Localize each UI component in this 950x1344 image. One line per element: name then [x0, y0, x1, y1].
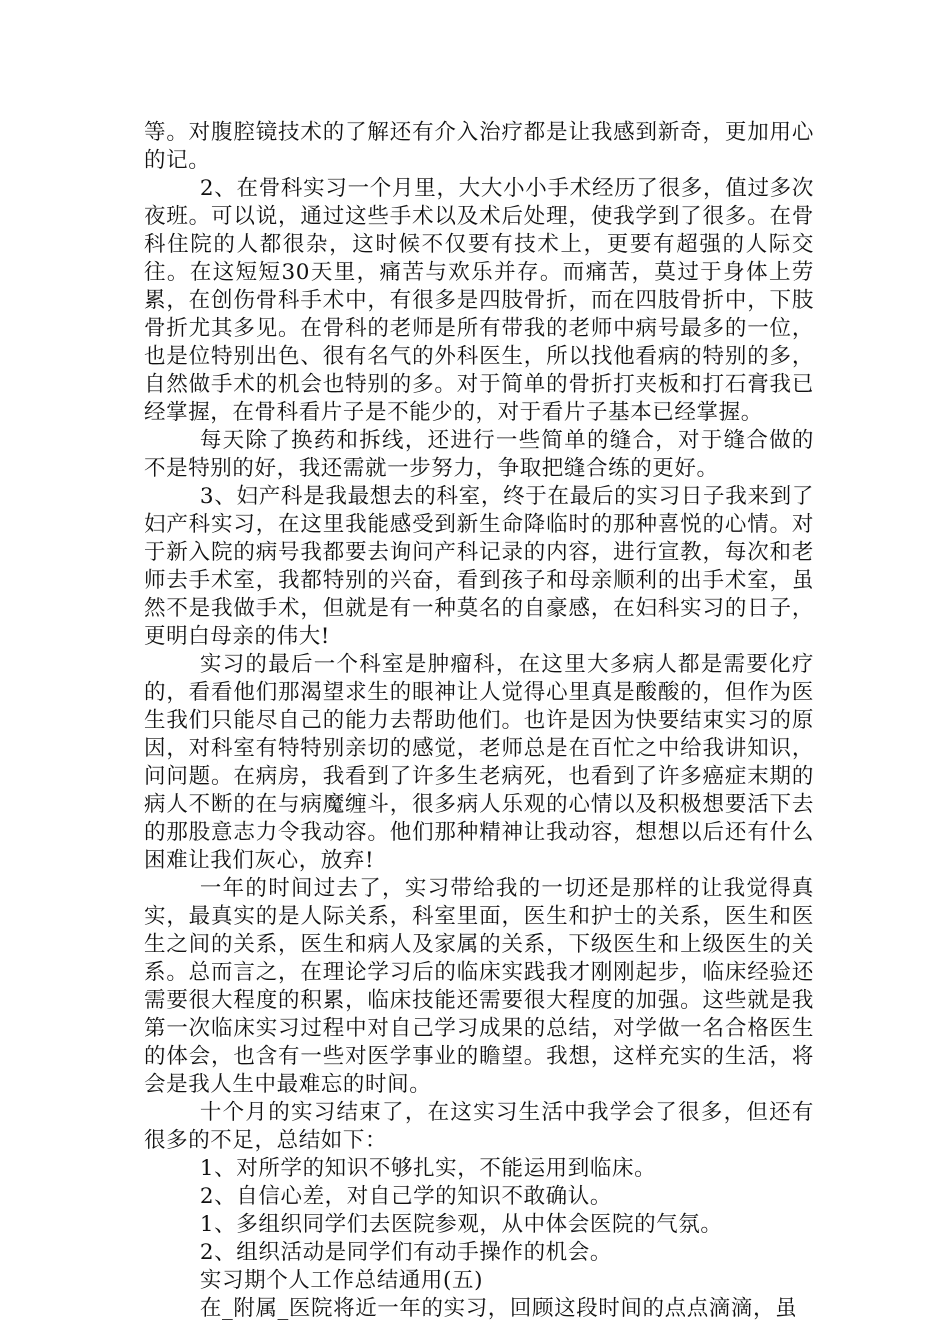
- list-item-2: 2、自信心差，对自己学的知识不敢确认。: [199, 1184, 612, 1209]
- paragraph-3: 每天除了换药和拆线，还进行一些简单的缝合，对于缝合做的不是特别的好，我还需就一步努力，争取把缝合练的更好。: [144, 428, 814, 481]
- list-item-3: 1、多组织同学们去医院参观，从中体会医院的气氛。: [199, 1212, 723, 1237]
- list-item-1: 1、对所学的知识不够扎实，不能运用到临床。: [199, 1156, 657, 1181]
- paragraph-2: 2、在骨科实习一个月里，大大小小手术经历了很多，值过多次夜班。可以说，通过这些手术以及术后处理，使我学到了很多。在骨科住院的人都很杂，这时候不仅要有技术上，更要有超强的人际交往。在这短短30天里，痛苦与欢乐并存。而痛苦，莫过于身体上劳累，在创伤骨科手术中，有很多是四肢骨折，而在四肢骨折中，下肢骨折尤其多见。在骨科的老师是所有带我的老师中病号最多的一位，也是位特别出色、很有名气的外科医生，所以找他看病的特别的多，自然做手术的机会也特别的多。对于简单的骨折打夹板和打石膏我已经掌握，在骨科看片子是不能少的，对于看片子基本已经掌握。: [144, 176, 814, 425]
- paragraph-4: 3、妇产科是我最想去的科室，终于在最后的实习日子我来到了妇产科实习，在这里我能感受到新生命降临时的那种喜悦的心情。对于新入院的病号我都要去询问产科记录的内容，进行宣教，每次和老师去手术室，我都特别的兴奋，看到孩子和母亲顺利的出手术室，虽然不是我做手术，但就是有一种莫名的自豪感，在妇科实习的日子，更明白母亲的伟大!: [144, 484, 814, 649]
- paragraph-1: 等。对腹腔镜技术的了解还有介入治疗都是让我感到新奇，更加用心的记。: [144, 120, 814, 173]
- section-heading: 实习期个人工作总结通用(五): [199, 1268, 484, 1293]
- paragraph-6: 一年的时间过去了，实习带给我的一切还是那样的让我觉得真实，最真实的是人际关系，科室里面，医生和护士的关系，医生和医生之间的关系，医生和病人及家属的关系，下级医生和上级医生的关系。总而言之，在理论学习后的临床实践我才刚刚起步，临床经验还需要很大程度的积累，临床技能还需要很大程度的加强。这些就是我第一次临床实习过程中对自己学习成果的总结，对学做一名合格医生的体会，也含有一些对医学事业的瞻望。我想，这样充实的生活，将会是我人生中最难忘的时间。: [144, 876, 814, 1097]
- paragraph-final: 在_附属_医院将近一年的实习，回顾这段时间的点点滴滴，虽: [199, 1296, 798, 1321]
- document-body: [144, 119, 814, 1323]
- paragraph-7: 十个月的实习结束了，在这实习生活中我学会了很多，但还有很多的不足，总结如下：: [144, 1100, 814, 1153]
- paragraph-5: 实习的最后一个科室是肿瘤科，在这里大多病人都是需要化疗的，看看他们那渴望求生的眼神让人觉得心里真是酸酸的，但作为医生我们只能尽自己的能力去帮助他们。也许是因为快要结束实习的原因，对科室有特特别亲切的感觉，老师总是在百忙之中给我讲知识，问问题。在病房，我看到了许多生老病死，也看到了许多癌症末期的病人不断的在与病魔缠斗，很多病人乐观的心情以及积极想要活下去的那股意志力令我动容。他们那种精神让我动容，想想以后还有什么困难让我们灰心，放弃!: [144, 652, 814, 873]
- list-item-4: 2、组织活动是同学们有动手操作的机会。: [199, 1240, 612, 1265]
